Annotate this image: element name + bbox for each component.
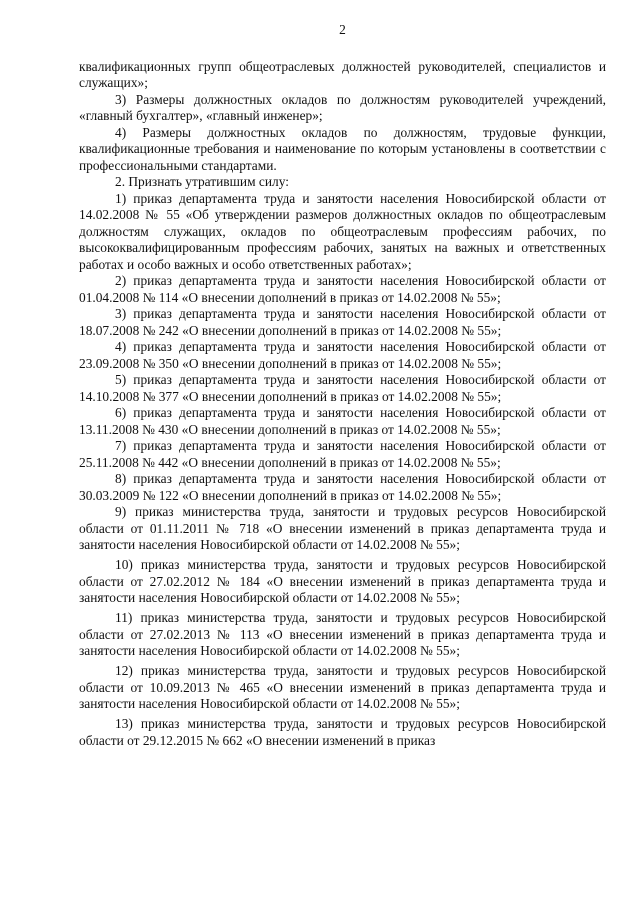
list-item-11: 11) приказ министерства труда, занятости и трудовых ресурсов Новосибирской области от 27.02.2013 № 113 «О внесении изменений в приказ департамента труда и занятости населения Новосибирской области от 14.02.2008 № 55»; <box>79 610 606 658</box>
list-item-12: 12) приказ министерства труда, занятости и трудовых ресурсов Новосибирской области от 10.09.2013 № 465 «О внесении изменений в приказ департамента труда и занятости населения Новосибирской области от 14.02.2008 № 55»; <box>79 663 606 711</box>
paragraph-continuation: квалификационных групп общеотраслевых должностей руководителей, специалистов и служащих»; <box>79 58 606 90</box>
list-item-8: 8) приказ департамента труда и занятости населения Новосибирской области от 30.03.2009 № 122 «О внесении дополнений в приказ от 14.02.2008 № 55»; <box>79 471 606 503</box>
paragraph-item-4: 4) Размеры должностных окладов по должностям, трудовые функции, квалификационные требования и наименование по которым установлены в соответствии с профессиональными стандартами. <box>79 124 606 173</box>
list-item-3: 3) приказ департамента труда и занятости населения Новосибирской области от 18.07.2008 № 242 «О внесении дополнений в приказ от 14.02.2008 № 55»; <box>79 306 606 338</box>
list-item-7: 7) приказ департамента труда и занятости населения Новосибирской области от 25.11.2008 № 442 «О внесении дополнений в приказ от 14.02.2008 № 55»; <box>79 438 606 470</box>
list-item-6: 6) приказ департамента труда и занятости населения Новосибирской области от 13.11.2008 № 430 «О внесении дополнений в приказ от 14.02.2008 № 55»; <box>79 405 606 437</box>
list-item-2: 2) приказ департамента труда и занятости населения Новосибирской области от 01.04.2008 № 114 «О внесении дополнений в приказ от 14.02.2008 № 55»; <box>79 273 606 305</box>
list-item-9: 9) приказ министерства труда, занятости и трудовых ресурсов Новосибирской области от 01.11.2011 № 718 «О внесении изменений в приказ департамента труда и занятости населения Новосибирской области от 14.02.2008 № 55»; <box>79 504 606 552</box>
paragraph-item-3: 3) Размеры должностных окладов по должностям руководителей учреждений, «главный бухгалтер», «главный инженер»; <box>79 91 606 123</box>
list-item-13: 13) приказ министерства труда, занятости и трудовых ресурсов Новосибирской области от 29.12.2015 № 662 «О внесении изменений в приказ <box>79 716 606 748</box>
page-number: 2 <box>339 22 346 37</box>
list-item-10: 10) приказ министерства труда, занятости и трудовых ресурсов Новосибирской области от 27.02.2012 № 184 «О внесении изменений в приказ департамента труда и занятости населения Новосибирской области от 14.02.2008 № 55»; <box>79 557 606 605</box>
list-item-5: 5) приказ департамента труда и занятости населения Новосибирской области от 14.10.2008 № 377 «О внесении дополнений в приказ от 14.02.2008 № 55»; <box>79 372 606 404</box>
list-item-4: 4) приказ департамента труда и занятости населения Новосибирской области от 23.09.2008 № 350 «О внесении дополнений в приказ от 14.02.2008 № 55»; <box>79 339 606 371</box>
paragraph-section-2: 2. Признать утратившим силу: <box>115 174 289 189</box>
list-item-1: 1) приказ департамента труда и занятости населения Новосибирской области от 14.02.2008 № 55 «Об утверждении размеров должностных окладов по общеотраслевым должностям служащих, окладов по общеотраслевым профессиям рабочих, по высококвалифицированным профессиям рабочих, занятых на важных и ответственных работах и особо важных и особо ответственных работах»; <box>79 190 606 272</box>
